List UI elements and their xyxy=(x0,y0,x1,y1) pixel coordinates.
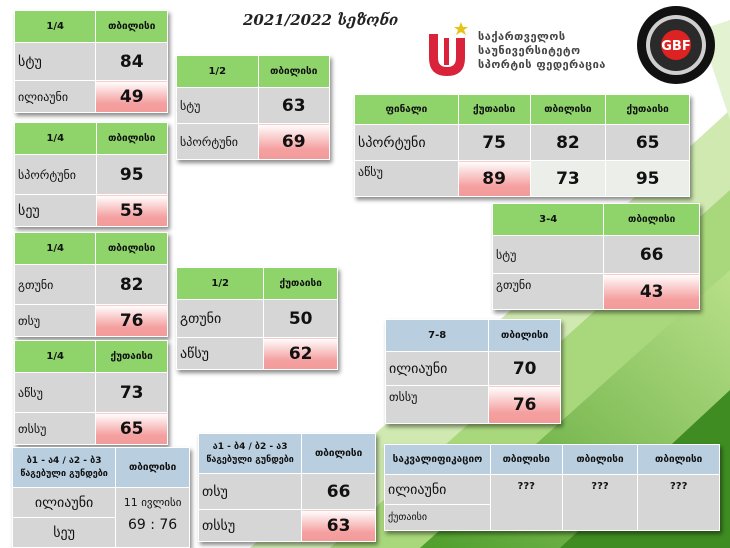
city-label: თბილისი xyxy=(258,56,330,88)
team-score-loser: 65 xyxy=(96,413,168,445)
city-label: თბილისი xyxy=(638,445,720,475)
match-score: 69 : 76 xyxy=(127,517,178,533)
seventh-place-table xyxy=(385,319,561,424)
city-label: ქუთაისი xyxy=(458,95,530,125)
match-date: 11 ივლისი xyxy=(123,496,182,509)
city-label: ქუთაისი xyxy=(96,341,168,373)
final-table xyxy=(354,94,690,197)
gbf-logo-icon xyxy=(636,5,716,85)
team-name: სპორტუნი xyxy=(355,125,459,161)
city-label: თბილისი xyxy=(604,204,700,236)
team-name: სეუ xyxy=(13,518,116,548)
team-name: გთუნი xyxy=(493,274,604,310)
team-name: გთუნი xyxy=(15,265,96,305)
losers-bracket-2-table xyxy=(12,447,190,548)
team-name: სტუ xyxy=(15,43,96,81)
team-score: 73 xyxy=(96,373,168,413)
stage-label: 1/4 xyxy=(15,341,96,373)
stage-label: 1/4 xyxy=(15,11,96,43)
federation-name-line3: სპორტის ფედერაცია xyxy=(478,58,606,71)
city-label: თბილისი xyxy=(530,95,606,125)
match-result: ??? xyxy=(562,475,638,531)
city-label: თბილისი xyxy=(302,434,376,474)
stage-label: 1/4 xyxy=(15,233,96,265)
team-name: გთუნი xyxy=(177,300,264,338)
city-label: თბილისი xyxy=(96,233,168,265)
match-result: ??? xyxy=(638,475,720,531)
team-score: 63 xyxy=(258,88,330,124)
team-name: ქუთაისი xyxy=(385,505,491,531)
city-label: თბილისი xyxy=(489,320,561,352)
team-name: აწსუ xyxy=(15,373,96,413)
team-score: 95 xyxy=(606,161,690,197)
city-label: ქუთაისი xyxy=(606,95,690,125)
team-score-loser: 76 xyxy=(96,305,168,337)
team-name: სპორტუნი xyxy=(15,155,97,195)
team-name: ილიაუნი xyxy=(13,488,116,518)
team-name: აწსუ xyxy=(355,161,459,197)
stage-label xyxy=(13,448,116,488)
semifinal-2-table xyxy=(176,267,338,370)
city-label: თბილისი xyxy=(490,445,562,475)
quarterfinal-2-table xyxy=(14,122,168,227)
quarterfinal-3-table xyxy=(14,232,168,337)
team-name: ილიაუნი xyxy=(15,81,96,113)
team-name: ილიაუნი xyxy=(385,475,491,505)
federation-name-line2: საუნივერსიტეტო xyxy=(478,44,581,57)
team-name: სეუ xyxy=(15,195,97,227)
stage-label-line1: ბ1 - ა4 / ა2 - ბ3 xyxy=(26,455,102,466)
team-score: 70 xyxy=(489,352,561,386)
team-name: აწსუ xyxy=(177,338,264,370)
team-name: თსუ xyxy=(15,305,96,337)
city-label: თბილისი xyxy=(96,123,168,155)
team-score: 82 xyxy=(96,265,168,305)
stage-label: 1/2 xyxy=(177,56,259,88)
gbf-logo-text: GBF xyxy=(661,39,691,54)
federation-name xyxy=(478,30,606,72)
stage-label-line1: ა1 - ბ4 / ბ2 - ა3 xyxy=(212,441,288,452)
team-score: 82 xyxy=(530,125,606,161)
stage-label: 1/4 xyxy=(15,123,97,155)
stage-label: 3-4 xyxy=(493,204,604,236)
match-info xyxy=(116,488,190,548)
team-name: სპორტუნი xyxy=(177,124,259,160)
stage-label: ფინალი xyxy=(355,95,459,125)
team-score: 66 xyxy=(604,236,700,274)
city-label: თბილისი xyxy=(116,448,190,488)
semifinal-1-table xyxy=(176,55,330,160)
stage-label: 7-8 xyxy=(386,320,489,352)
team-name: თსსუ xyxy=(15,413,96,445)
team-score: 95 xyxy=(96,155,168,195)
team-name: სტუ xyxy=(177,88,259,124)
city-label: თბილისი xyxy=(96,11,168,43)
team-score-loser: 62 xyxy=(264,338,338,370)
team-score: 75 xyxy=(458,125,530,161)
team-score: 50 xyxy=(264,300,338,338)
stage-label-line2: წაგებული გუნდები xyxy=(206,454,294,465)
stage-label xyxy=(199,434,302,474)
team-score-loser: 49 xyxy=(96,81,168,113)
team-score: 65 xyxy=(606,125,690,161)
quarterfinal-1-table xyxy=(14,10,168,113)
quarterfinal-4-table xyxy=(14,340,168,445)
team-name: ილიაუნი xyxy=(386,352,489,386)
federation-logo-icon xyxy=(425,20,475,80)
team-score-loser: 69 xyxy=(258,124,330,160)
team-score: 66 xyxy=(302,474,376,510)
stage-label-line2: წაგებული გუნდები xyxy=(20,468,108,479)
team-name: სტუ xyxy=(493,236,604,274)
team-name: თსსუ xyxy=(199,510,302,542)
team-score-winner: 89 xyxy=(458,161,530,197)
team-score: 84 xyxy=(96,43,168,81)
federation-name-line1: საქართველოს xyxy=(478,30,566,43)
qualification-table xyxy=(384,444,720,531)
city-label: თბილისი xyxy=(562,445,638,475)
match-result: ??? xyxy=(490,475,562,531)
team-score-loser: 55 xyxy=(96,195,168,227)
team-name: თსუ xyxy=(199,474,302,510)
third-place-table xyxy=(492,203,700,310)
team-score-loser: 43 xyxy=(604,274,700,310)
losers-bracket-1-table xyxy=(198,433,376,542)
team-score-winner: 76 xyxy=(489,386,561,424)
team-score: 73 xyxy=(530,161,606,197)
stage-label: 1/2 xyxy=(177,268,264,300)
season-title: 2021/2022 სეზონი xyxy=(243,11,399,29)
team-score-loser: 63 xyxy=(302,510,376,542)
city-label: ქუთაისი xyxy=(264,268,338,300)
stage-label: საკვალიფიკაციო xyxy=(385,445,491,475)
team-name: თსსუ xyxy=(386,386,489,424)
